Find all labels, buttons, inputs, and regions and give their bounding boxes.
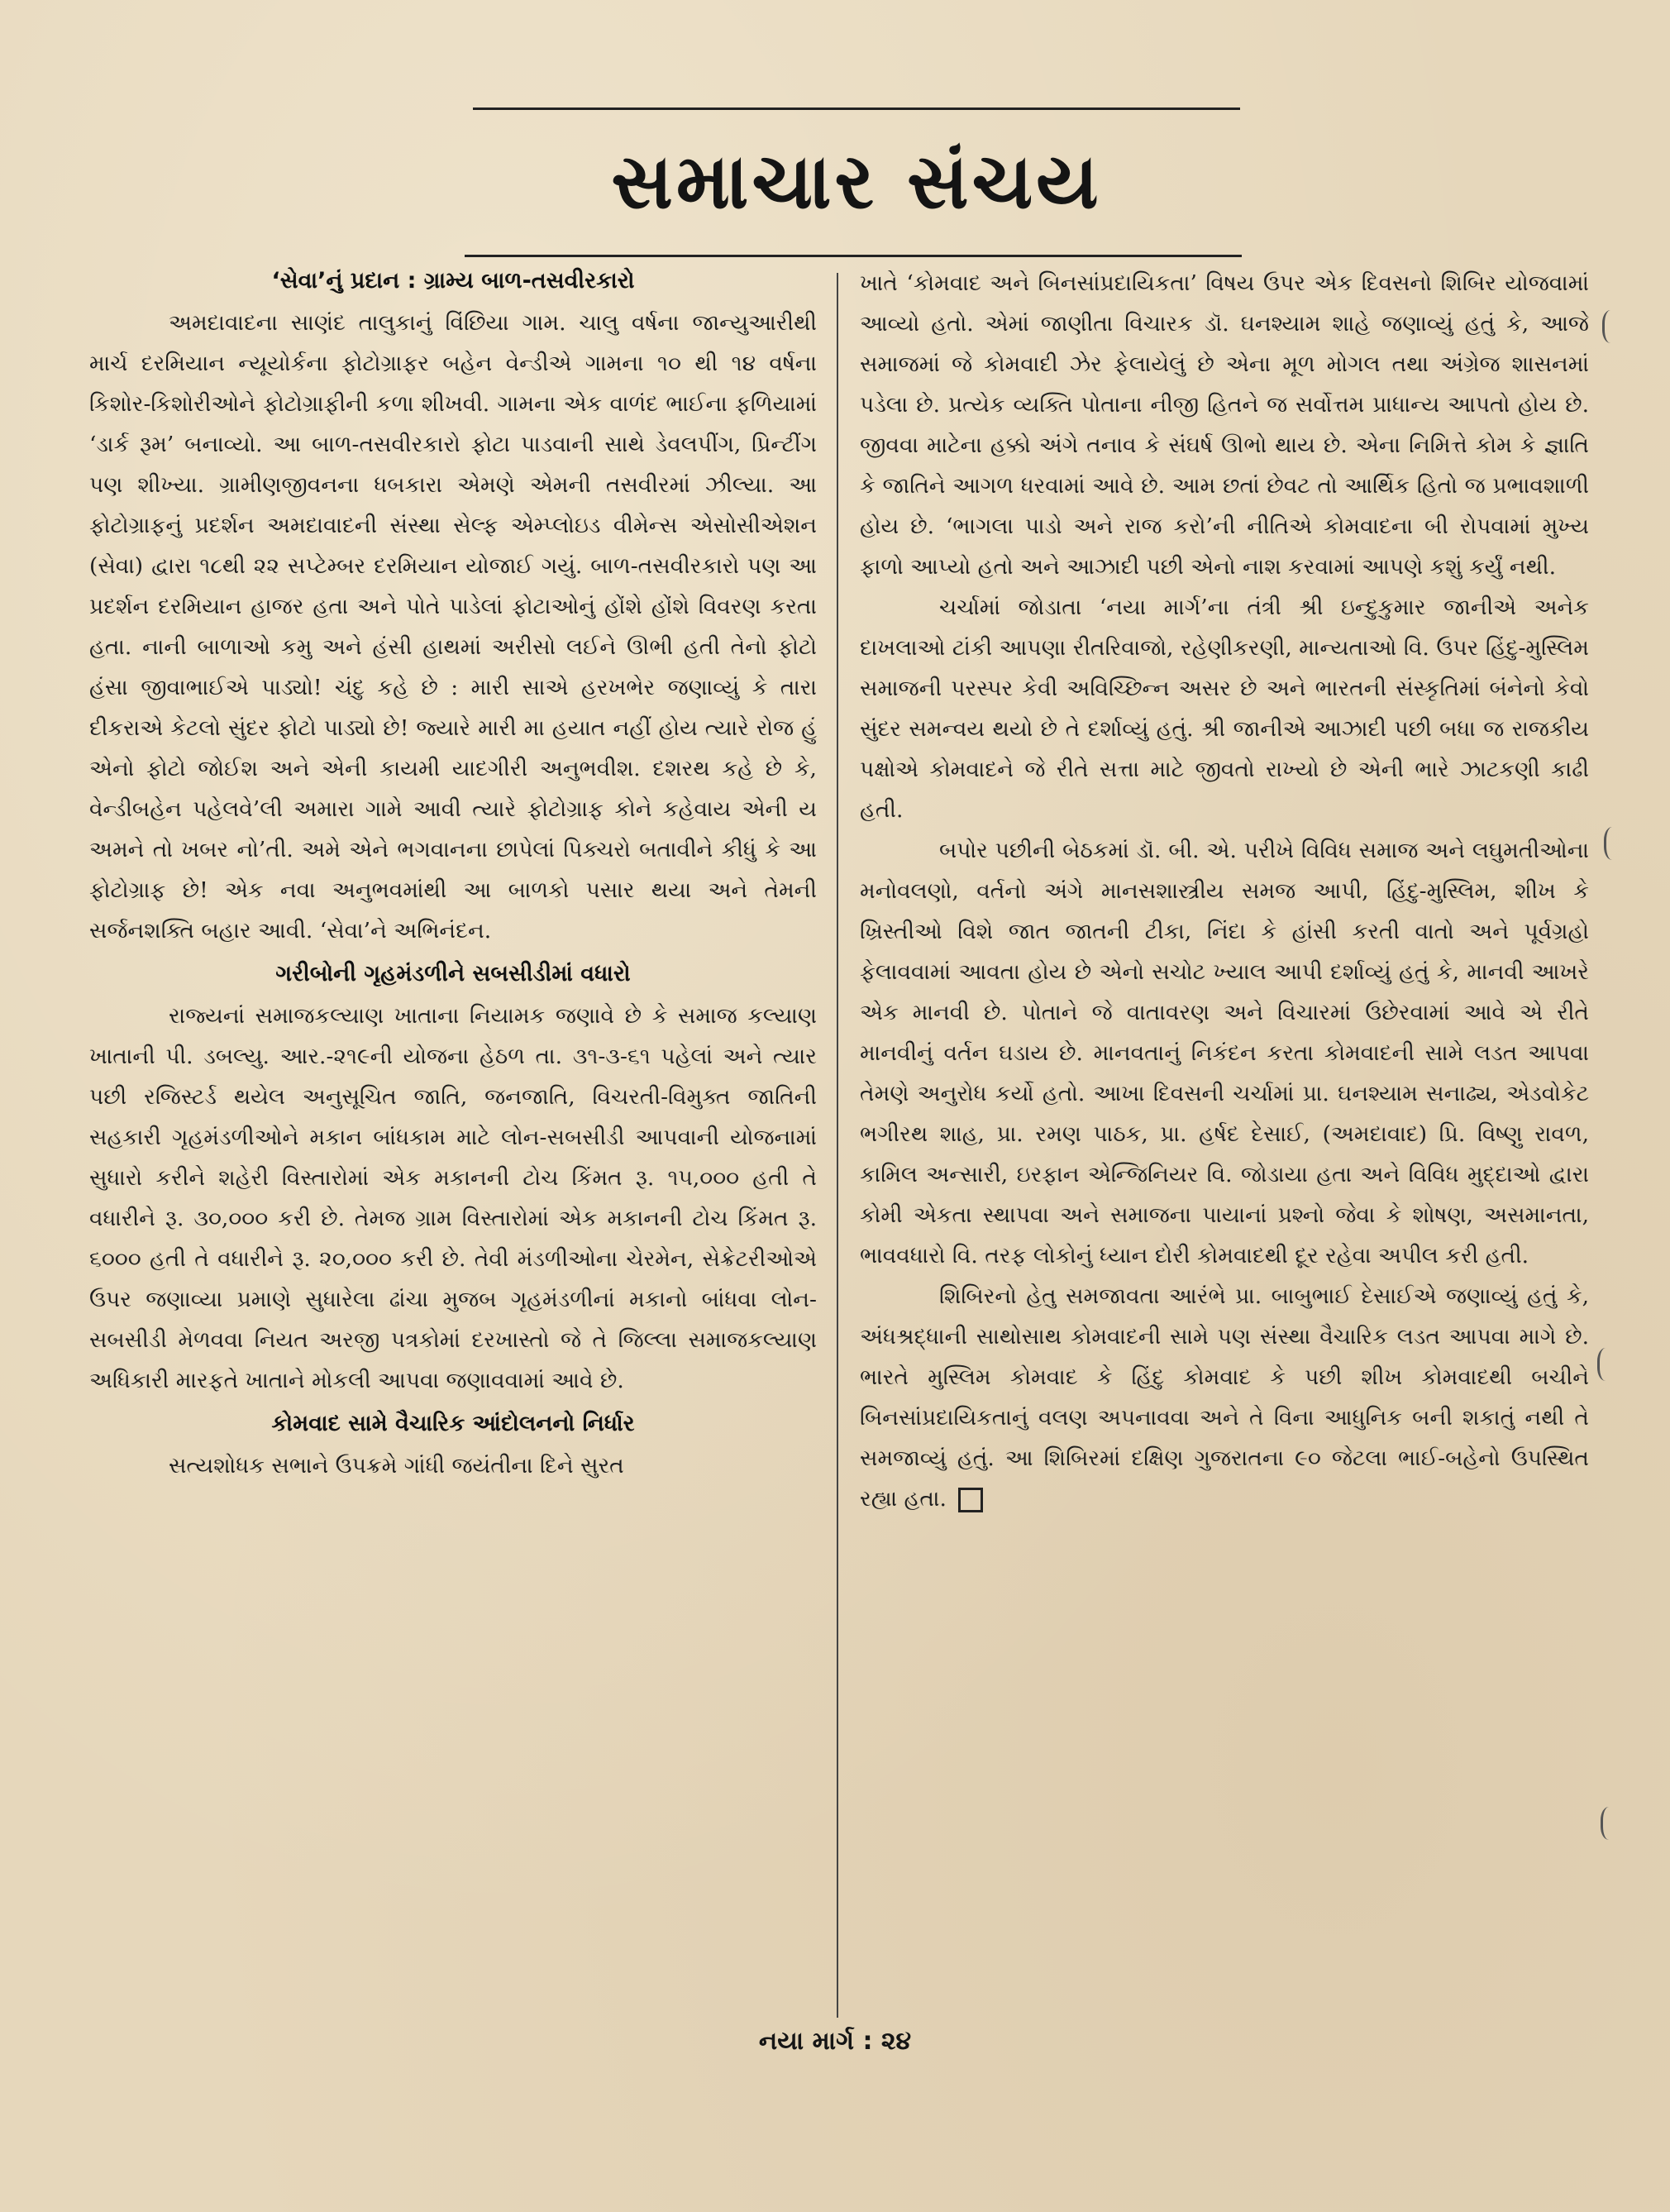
communalism-paragraph-4-text: શિબિરનો હેતુ સમજાવતા આરંભે પ્રા. બાબુભાઈ દેસાઈએ જણાવ્યું હતું કે, અંધશ્રદ્ધાની સાથોસાથ કોમવાદની સામે પણ સંસ્થા વૈચારિક લડત આપવા માગે છે. ભારતે મુસ્લિમ કોમવાદ કે હિંદુ કોમવાદ કે પછી શીખ કોમવાદથી બચીને બિનસાંપ્રદાયિકતાનું વલણ અપનાવવા અને તે વિના આધુનિક બની શકાતું નથી તે સમજાવ્યું હતું. આ શિબિરમાં દક્ષિણ ગુજરાતના ૯૦ જેટલા ભાઈ-બહેનો ઉપસ્થિત રહ્યા હતા.	[860, 1283, 1589, 1512]
right-column	[860, 263, 1589, 1519]
communalism-article-heading: કોમવાદ સામે વૈચારિક આંદોલનનો નિર્ધાર	[271, 1411, 635, 1436]
communalism-paragraph-3: બપોર પછીની બેઠકમાં ડૉ. બી. એ. પરીખે વિવિધ સમાજ અને લઘુમતીઓના મનોવલણો, વર્તનો અંગે માનસશાસ્ત્રીય સમજ આપી, હિંદુ-મુસ્લિમ, શીખ કે ખ્રિસ્તીઓ વિશે જાત જાતની ટીકા, નિંદા કે હાંસી કરતી વાતો અને પૂર્વગ્રહો ફેલાવવામાં આવતા હોય છે એનો સચોટ ખ્યાલ આપી દર્શાવ્યું હતું કે, માનવી આખરે એક માનવી છે. પોતાને જે વાતાવરણ અને વિચારમાં ઉછેરવામાં આવે એ રીતે માનવીનું વર્તન ઘડાય છે. માનવતાનું નિકંદન કરતા કોમવાદની સામે લડત આપવા તેમણે અનુરોધ કર્યો હતો. આખા દિવસની ચર્ચામાં પ્રા. ઘનશ્યામ સનાઢ્ય, એડવોકેટ ભગીરથ શાહ, પ્રા. રમણ પાઠક, પ્રા. હર્ષદ દેસાઈ, (અમદાવાદ) પ્રિ. વિષ્ણુ રાવળ, કામિલ અન્સારી, ઇરફાન એન્જિનિયર વિ. જોડાયા હતા અને વિવિધ મુદ્દાઓ દ્વારા કોમી એકતા સ્થાપવા અને સમાજના પાયાનાં પ્રશ્નો જેવા કે શોષણ, અસમાનતા, ભાવવધારો વિ. તરફ લોકોનું ધ્યાન દોરી કોમવાદથી દૂર રહેવા અપીલ કરી હતી.	[860, 838, 1589, 1268]
end-of-article-box-icon	[958, 1488, 983, 1512]
seva-article-body: અમદાવાદના સાણંદ તાલુકાનું વિંછિયા ગામ. ચાલુ વર્ષના જાન્યુઆરીથી માર્ચ દરમિયાન ન્યૂયોર્કના ફોટોગ્રાફર બહેન વેન્ડીએ ગામના ૧૦ થી ૧૪ વર્ષના કિશોર-કિશોરીઓને ફોટોગ્રાફીની કળા શીખવી. ગામના એક વાળંદ ભાઈના ફળિયામાં ‘ડાર્ક રૂમ’ બનાવ્યો. આ બાળ-તસવીરકારો ફોટા પાડવાની સાથે ડેવલપીંગ, પ્રિન્ટીંગ પણ શીખ્યા. ગ્રામીણજીવનના ધબકારા એમણે એમની તસવીરમાં ઝીલ્યા. આ ફોટોગ્રાફનું પ્રદર્શન અમદાવાદની સંસ્થા સેલ્ફ એમ્પ્લોઇડ વીમેન્સ એસોસીએશન (સેવા) દ્વારા ૧૮થી ૨૨ સપ્ટેમ્બર દરમિયાન યોજાઈ ગયું. બાળ-તસવીરકારો પણ આ પ્રદર્શન દરમિયાન હાજર હતા અને પોતે પાડેલાં ફોટાઓનું હોંશે હોંશે વિવરણ કરતા હતા. નાની બાળાઓ કમુ અને હંસી હાથમાં અરીસો લઈને ઊભી હતી તેનો ફોટો હંસા જીવાભાઈએ પાડ્યો! ચંદુ કહે છે : મારી સાએ હરખભેર જણાવ્યું કે તારા દીકરાએ કેટલો સુંદર ફોટો પાડ્યો છે! જ્યારે મારી મા હયાત નહીં હોય ત્યારે રોજ હું એનો ફોટો જોઈશ અને એની કાયમી યાદગીરી અનુભવીશ. દશરથ કહે છે કે, વેન્ડીબહેન પહેલવે’લી અમારા ગામે આવી ત્યારે ફોટોગ્રાફ કોને કહેવાય એની ય અમને તો ખબર નો’તી. અમે એને ભગવાનના છાપેલાં પિક્ચરો બતાવીને કીધું કે આ ફોટોગ્રાફ છે! એક નવા અનુભવમાંથી આ બાળકો પસાર થયા અને તેમની સર્જનશક્તિ બહાર આવી. ‘સેવા’ને અભિનંદન.	[89, 310, 817, 944]
communalism-paragraph-4	[860, 1276, 1589, 1519]
left-column	[89, 263, 817, 1486]
margin-tick-mark-icon	[1604, 827, 1625, 860]
title-top-rule	[473, 107, 1240, 110]
communalism-paragraph-1: ખાતે ‘કોમવાદ અને બિનસાંપ્રદાયિકતા’ વિષય ઉપર એક દિવસનો શિબિર યોજવામાં આવ્યો હતો. એમાં જાણીતા વિચારક ડૉ. ઘનશ્યામ શાહે જણાવ્યું હતું કે, આજે સમાજમાં જે કોમવાદી ઝેર ફેલાયેલું છે એના મૂળ મોગલ તથા અંગ્રેજ શાસનમાં પડેલા છે. પ્રત્યેક વ્યક્તિ પોતાના નીજી હિતને જ સર્વોત્તમ પ્રાધાન્ય આપતો હોય છે. જીવવા માટેના હક્કો અંગે તનાવ કે સંઘર્ષ ઊભો થાય છે. એના નિમિત્તે કોમ કે જ્ઞાતિ કે જાતિને આગળ ધરવામાં આવે છે. આમ છતાં છેવટ તો આર્થિક હિતો જ પ્રભાવશાળી હોય છે. ‘ભાગલા પાડો અને રાજ કરો’ની નીતિએ કોમવાદના બી રોપવામાં મુખ્ય ફાળો આપ્યો હતો અને આઝાદી પછી એનો નાશ કરવામાં આપણે કશું કર્યું નથી.	[860, 270, 1589, 580]
page-title: સમાચાર સંચય	[611, 137, 1102, 226]
communalism-paragraph-2: ચર્ચામાં જોડાતા ‘નયા માર્ગ’ના તંત્રી શ્રી ઇન્દુકુમાર જાનીએ અનેક દાખલાઓ ટાંકી આપણા રીતરિવાજો, રહેણીકરણી, માન્યતાઓ વિ. ઉપર હિંદુ-મુસ્લિમ સમાજની પરસ્પર કેવી અવિચ્છિન્ન અસર છે અને ભારતની સંસ્કૃતિમાં બંનેનો કેવો સુંદર સમન્વય થયો છે તે દર્શાવ્યું હતું. શ્રી જાનીએ આઝાદી પછી બધા જ રાજકીય પક્ષોએ કોમવાદને જે રીતે સત્તા માટે જીવતો રાખ્યો છે એની ભારે ઝાટકણી કાઢી હતી.	[860, 595, 1589, 823]
communalism-article-intro: સત્યશોધક સભાને ઉપક્રમે ગાંધી જયંતીના દિને સુરત	[169, 1453, 624, 1479]
seva-article-heading: ‘સેવા’નું પ્રદાન : ગ્રામ્ય બાળ-તસવીરકારો	[271, 268, 635, 294]
housing-article-heading: ગરીબોની ગૃહમંડળીને સબસીડીમાં વધારો	[275, 961, 631, 987]
margin-tick-mark-icon	[1602, 310, 1623, 343]
title-bottom-rule	[465, 255, 1242, 257]
page-footer: નયા માર્ગ : ૨૪	[758, 2027, 912, 2056]
margin-tick-mark-icon	[1601, 1807, 1621, 1840]
margin-tick-mark-icon	[1597, 1348, 1618, 1381]
column-divider	[837, 273, 838, 2018]
housing-article-body: રાજ્યનાં સમાજકલ્યાણ ખાતાના નિયામક જણાવે છે કે સમાજ કલ્યાણ ખાતાની પી. ડબલ્યુ. આર.-૨૧૯ની યોજના હેઠળ તા. ૩૧-૩-૬૧ પહેલાં અને ત્યાર પછી રજિસ્ટર્ડ થયેલ અનુસૂચિત જાતિ, જનજાતિ, વિચરતી-વિમુક્ત જાતિની સહકારી ગૃહમંડળીઓને મકાન બાંધકામ માટે લોન-સબસીડી આપવાની યોજનામાં સુધારો કરીને શહેરી વિસ્તારોમાં એક મકાનની ટોચ કિંમત રૂ. ૧૫,૦૦૦ હતી તે વધારીને રૂ. ૩૦,૦૦૦ કરી છે. તેમજ ગ્રામ વિસ્તારોમાં એક મકાનની ટોચ કિંમત રૂ. ૬૦૦૦ હતી તે વધારીને રૂ. ૨૦,૦૦૦ કરી છે. તેવી મંડળીઓના ચેરમેન, સેક્રેટરીઓએ ઉપર જણાવ્યા પ્રમાણે સુધારેલા ઢાંચા મુજબ ગૃહમંડળીનાં મકાનો બાંધવા લોન-સબસીડી મેળવવા નિયત અરજી પત્રકોમાં દરખાસ્તો જે તે જિલ્લા સમાજકલ્યાણ અધિકારી મારફતે ખાતાને મોકલી આપવા જણાવવામાં આવે છે.	[89, 1003, 817, 1393]
